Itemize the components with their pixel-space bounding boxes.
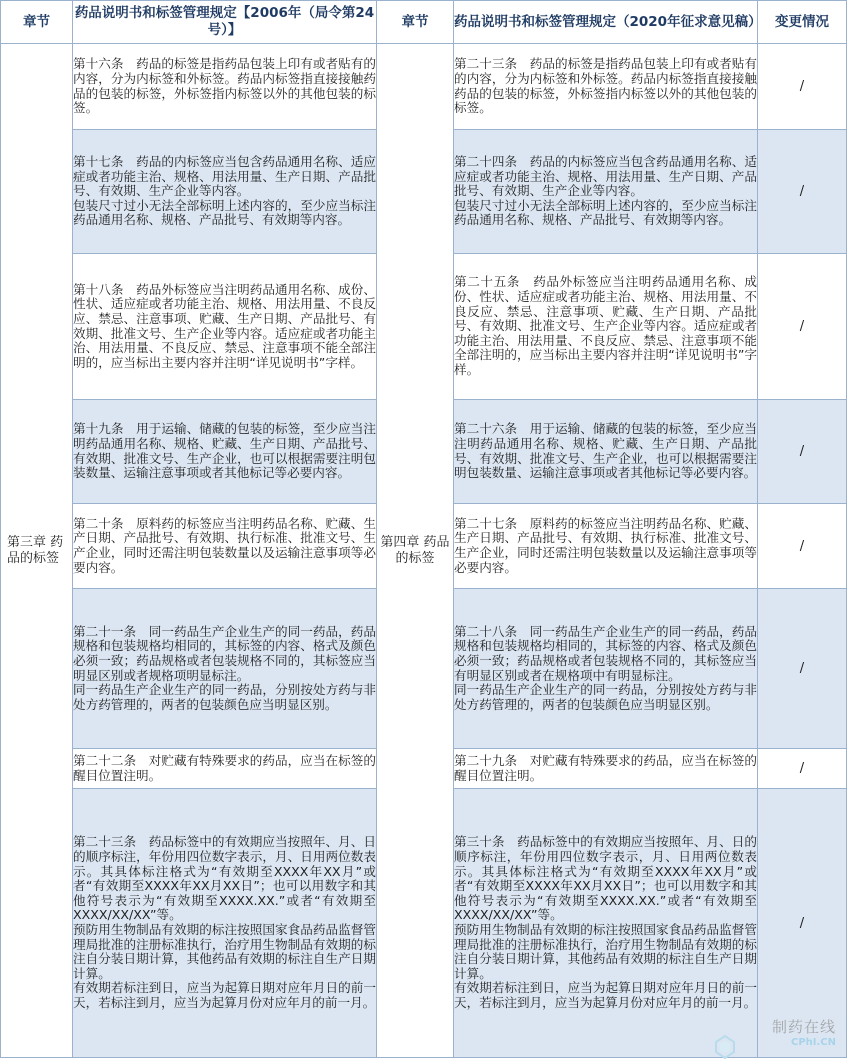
header-chapter-new: 章节	[377, 1, 454, 44]
old-article-cell	[73, 130, 377, 254]
old-article-cell	[73, 589, 377, 749]
old-chapter-cell: 第三章 药品的标签	[1, 44, 73, 1058]
article-paragraph: 包装尺寸过小无法全部标明上述内容的，至少应当标注药品通用名称、规格、产品批号、有效期等内容。	[454, 197, 757, 228]
change-status-cell: /	[758, 789, 847, 1058]
new-article-cell	[454, 130, 758, 254]
article-paragraph: 第二十四条 药品的内标签应当包含药品通用名称、适应症或者功能主治、规格、用法用量、生产日期、产品批号、有效期、生产企业等内容。	[454, 154, 757, 199]
table-row	[1, 44, 847, 130]
article-paragraph: 第二十三条 药品的标签是指药品包装上印有或者贴有的内容，分为内标签和外标签。药品内标签指直接接触药品的包装的标签，外标签指内标签以外的其他包装的标签。	[454, 56, 757, 116]
watermark-text: 制药在线	[771, 1018, 836, 1036]
header-chapter-old: 章节	[1, 1, 73, 44]
old-article-cell	[73, 400, 377, 504]
old-article-cell	[73, 749, 377, 789]
old-article-cell	[73, 504, 377, 589]
change-status-cell: /	[758, 504, 847, 589]
article-paragraph: 预防用生物制品有效期的标注按照国家食品药品监督管理局批准的注册标准执行，治疗用生物制品有效期的标注自分装日期计算，其他药品有效期的标注自生产日期计算。	[454, 922, 757, 981]
watermark-site: CPhI.CN	[790, 1037, 836, 1048]
article-paragraph: 第十九条 用于运输、储藏的包装的标签，至少应当注明药品通用名称、规格、贮藏、生产日期、产品批号、有效期、批准文号、生产企业，也可以根据需要注明包装数量、运输注意事项或者其他标记等必要内容。	[73, 421, 376, 481]
new-article-cell	[454, 504, 758, 589]
article-paragraph: 第二十九条 对贮藏有特殊要求的药品，应当在标签的醒目位置注明。	[454, 752, 757, 783]
change-status-cell: /	[758, 130, 847, 254]
article-paragraph: 有效期若标注到日，应当为起算日期对应年月日的前一天，若标注到月，应当为起算月份对应年月的前一月。	[454, 980, 757, 1010]
article-paragraph: 第十七条 药品的内标签应当包含药品通用名称、适应症或者功能主治、规格、用法用量、生产日期、产品批号、有效期、生产企业等内容。	[73, 154, 376, 199]
new-article-cell	[454, 589, 758, 749]
new-chapter-cell: 第四章 药品的标签	[377, 44, 454, 1058]
table-header-row	[1, 1, 847, 44]
watermark	[772, 1016, 836, 1048]
article-paragraph: 第二十条 原料药的标签应当注明药品名称、贮藏、生产日期、产品批号、有效期、执行标准、批准文号、生产企业，同时还需注明包装数量以及运输注意事项等必要内容。	[73, 515, 376, 575]
header-new-regulation: 药品说明书和标签管理规定（2020年征求意见稿）	[454, 1, 758, 44]
new-article-cell	[454, 749, 758, 789]
old-article-cell	[73, 44, 377, 130]
new-article-cell	[454, 44, 758, 130]
article-paragraph: 同一药品生产企业生产的同一药品，分别按处方药与非处方药管理的，两者的包装颜色应当明显区别。	[454, 682, 757, 712]
new-article-cell	[454, 400, 758, 504]
change-status-cell: /	[758, 254, 847, 400]
old-article-cell	[73, 254, 377, 400]
change-status-cell: /	[758, 589, 847, 749]
article-paragraph: 第二十七条 原料药的标签应当注明药品名称、贮藏、生产日期、产品批号、有效期、执行标准、批准文号、生产企业，同时还需注明包装数量以及运输注意事项等必要内容。	[454, 515, 757, 575]
article-paragraph: 第十八条 药品外标签应当注明药品通用名称、成份、性状、适应症或者功能主治、规格、用法用量、不良反应、禁忌、注意事项、贮藏、生产日期、产品批号、有效期、批准文号、生产企业等内容。适应症或者功能主治、用法用量、不良反应、禁忌、注意事项不能全部注明的，应当标出主要内容并注明“详见说明书”字样。	[73, 281, 376, 370]
header-old-regulation: 药品说明书和标签管理规定【2006年（局令第24号）】	[73, 1, 377, 44]
change-status-cell: /	[758, 44, 847, 130]
watermark-logo-icon	[712, 1034, 738, 1060]
header-change-status: 变更情况	[758, 1, 847, 44]
article-paragraph: 第三十条 药品标签中的有效期应当按照年、月、日的顺序标注，年份用四位数字表示，月、日用两位数表示。其具体标注格式为“有效期至XXXX年XX月”或者“有效期至XXXX年XX月XX日”；也可以用数字和其他符号表示为“有效期至XXXX.XX.”或者“有效期至XXXX/XX/XX”等。	[454, 834, 757, 923]
article-paragraph: 预防用生物制品有效期的标注按照国家食品药品监督管理局批准的注册标准执行，治疗用生物制品有效期的标注自分装日期计算，其他药品有效期的标注自生产日期计算。	[73, 922, 376, 981]
new-article-cell	[454, 254, 758, 400]
new-article-cell	[454, 789, 758, 1058]
article-paragraph: 第十六条 药品的标签是指药品包装上印有或者贴有的内容，分为内标签和外标签。药品内标签指直接接触药品的包装的标签，外标签指内标签以外的其他包装的标签。	[73, 56, 376, 116]
change-status-cell: /	[758, 749, 847, 789]
article-paragraph: 第二十二条 对贮藏有特殊要求的药品，应当在标签的醒目位置注明。	[73, 752, 376, 783]
table-body	[1, 44, 847, 1058]
change-status-cell: /	[758, 400, 847, 504]
article-paragraph: 第二十五条 药品外标签应当注明药品通用名称、成份、性状、适应症或者功能主治、规格、用法用量、不良反应、禁忌、注意事项、贮藏、生产日期、产品批号、有效期、批准文号、生产企业等内容。适应症或者功能主治、用法用量、不良反应、禁忌、注意事项不能全部注明的，应当标出主要内容并注明“详见说明书”字样。	[454, 274, 757, 377]
article-paragraph: 有效期若标注到日，应当为起算日期对应年月日的前一天，若标注到月，应当为起算月份对应年月的前一月。	[73, 980, 376, 1010]
article-paragraph: 第二十八条 同一药品生产企业生产的同一药品，药品规格和包装规格均相同的，其标签的内容、格式及颜色必须一致；药品规格或者包装规格不同的，其标签应当有明显区别或者在规格项中有明显标注。	[454, 623, 757, 683]
article-paragraph: 第二十六条 用于运输、储藏的包装的标签，至少应当注明药品通用名称、规格、贮藏、生产日期、产品批号、有效期、批准文号、生产企业，也可以根据需要注明包装数量、运输注意事项或者其他标记等必要内容。	[454, 421, 757, 481]
article-paragraph: 同一药品生产企业生产的同一药品，分别按处方药与非处方药管理的，两者的包装颜色应当明显区别。	[73, 682, 376, 712]
article-paragraph: 第二十一条 同一药品生产企业生产的同一药品，药品规格和包装规格均相同的，其标签的内容、格式及颜色必须一致；药品规格或者包装规格不同的，其标签应当明显区别或者规格项明显标注。	[73, 623, 376, 683]
article-paragraph: 包装尺寸过小无法全部标明上述内容的，至少应当标注药品通用名称、规格、产品批号、有效期等内容。	[73, 197, 376, 228]
old-article-cell	[73, 789, 377, 1058]
article-paragraph: 第二十三条 药品标签中的有效期应当按照年、月、日的顺序标注，年份用四位数字表示，月、日用两位数表示。其具体标注格式为“有效期至XXXX年XX月”或者“有效期至XXXX年XX月XX日”；也可以用数字和其他符号表示为“有效期至XXXX.XX.”或者“有效期至XXXX/XX/XX”等。	[73, 834, 376, 923]
